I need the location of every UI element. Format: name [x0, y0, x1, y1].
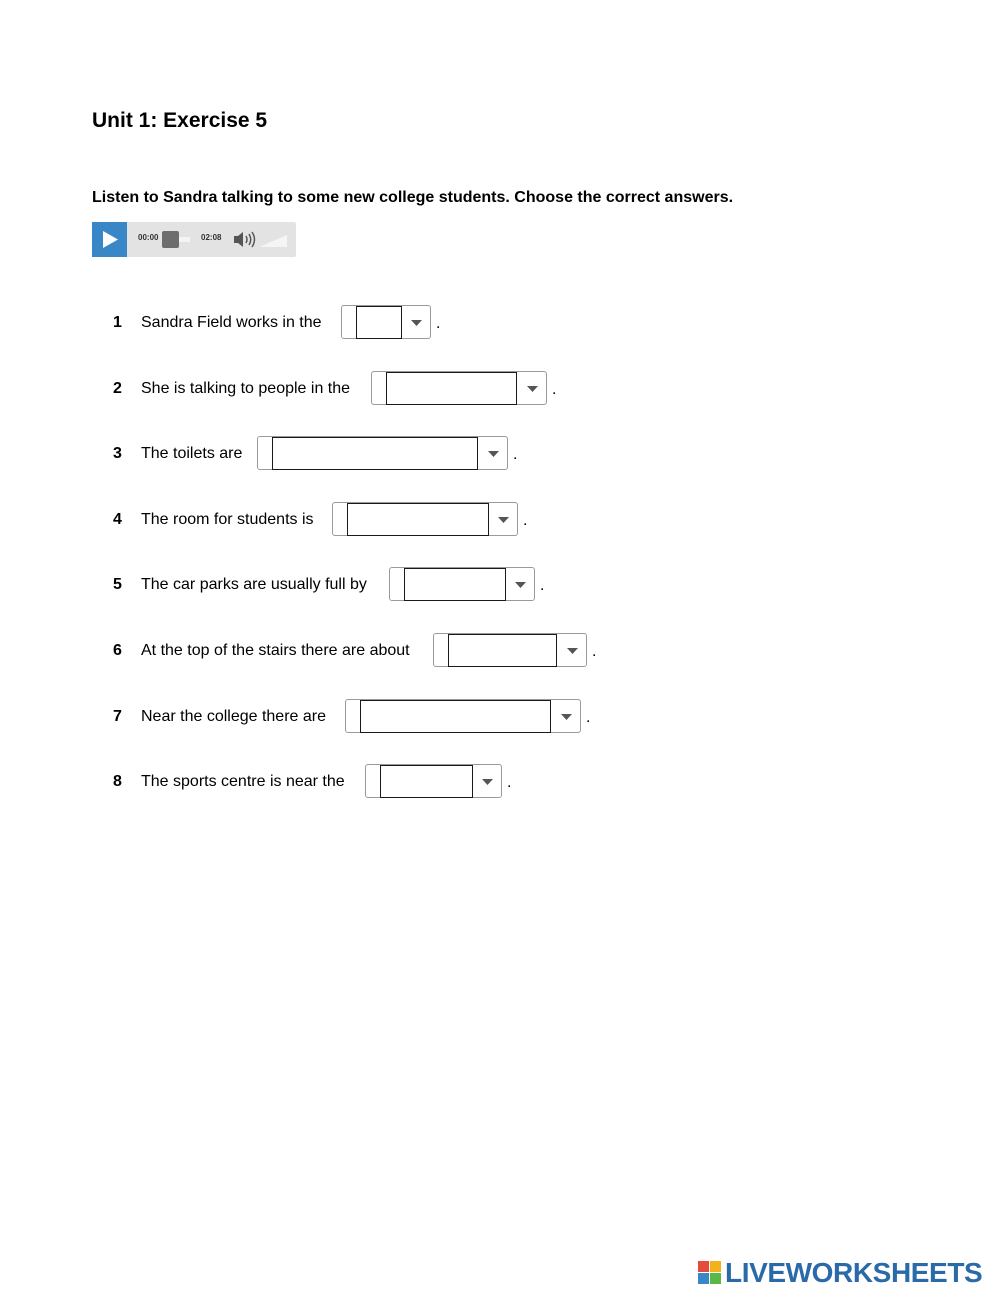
question-number: 4 [113, 511, 122, 528]
answer-select-field[interactable] [272, 437, 478, 470]
question-text: At the top of the stairs there are about [141, 642, 410, 659]
question-number: 1 [113, 314, 122, 331]
chevron-down-icon [567, 648, 578, 654]
question-text: She is talking to people in the [141, 380, 351, 397]
question-number: 5 [113, 576, 122, 593]
play-icon [102, 231, 118, 248]
dropdown-arrow[interactable] [552, 700, 580, 732]
audio-player [92, 222, 296, 257]
dropdown-arrow[interactable] [558, 634, 586, 666]
question-text: Sandra Field works in the [141, 314, 322, 331]
question-text: The room for students is [141, 511, 314, 528]
page-title: Unit 1: Exercise 5 [92, 109, 268, 132]
instruction-text: Listen to Sandra talking to some new college students. Choose the correct answers. [92, 189, 734, 206]
play-button[interactable] [92, 222, 127, 257]
dropdown-arrow[interactable] [473, 765, 501, 797]
answer-dropdown[interactable] [341, 305, 431, 339]
sentence-period: . [507, 774, 512, 791]
chevron-down-icon [488, 451, 499, 457]
question-number: 7 [113, 708, 122, 725]
question-number: 2 [113, 380, 122, 397]
dropdown-arrow[interactable] [479, 437, 507, 469]
sentence-period: . [513, 446, 518, 463]
dropdown-arrow[interactable] [518, 372, 546, 404]
answer-select-field[interactable] [360, 700, 551, 733]
answer-select-field[interactable] [347, 503, 489, 536]
answer-dropdown[interactable] [371, 371, 547, 405]
question-text: The toilets are [141, 445, 243, 462]
chevron-down-icon [411, 320, 422, 326]
chevron-down-icon [482, 779, 493, 785]
question-text: Near the college there are [141, 708, 326, 725]
answer-dropdown[interactable] [433, 633, 587, 667]
current-time: 00:00 [138, 233, 159, 242]
chevron-down-icon [515, 582, 526, 588]
question-number: 6 [113, 642, 122, 659]
answer-select-field[interactable] [448, 634, 557, 667]
sentence-period: . [540, 577, 545, 594]
chevron-down-icon [498, 517, 509, 523]
chevron-down-icon [561, 714, 572, 720]
sentence-period: . [592, 643, 597, 660]
volume-slider[interactable] [259, 232, 289, 248]
question-text: The car parks are usually full by [141, 576, 367, 593]
dropdown-arrow[interactable] [489, 503, 517, 535]
seek-thumb[interactable] [162, 231, 179, 248]
sentence-period: . [523, 512, 528, 529]
answer-dropdown[interactable] [332, 502, 518, 536]
sentence-period: . [436, 315, 441, 332]
volume-icon[interactable] [233, 231, 257, 248]
dropdown-arrow[interactable] [402, 306, 430, 338]
brand-name: LIVEWORKSHEETS [725, 1257, 983, 1288]
answer-select-field[interactable] [404, 568, 506, 601]
chevron-down-icon [527, 386, 538, 392]
answer-dropdown[interactable] [365, 764, 502, 798]
answer-select-field[interactable] [386, 372, 517, 405]
question-number: 3 [113, 445, 122, 462]
answer-dropdown[interactable] [389, 567, 535, 601]
duration-time: 02:08 [201, 233, 222, 242]
question-number: 8 [113, 773, 122, 790]
sentence-period: . [552, 381, 557, 398]
answer-select-field[interactable] [356, 306, 402, 339]
answer-dropdown[interactable] [345, 699, 581, 733]
dropdown-arrow[interactable] [506, 568, 534, 600]
answer-select-field[interactable] [380, 765, 473, 798]
question-text: The sports centre is near the [141, 773, 345, 790]
sentence-period: . [586, 709, 591, 726]
logo-grid-icon [698, 1261, 722, 1285]
answer-dropdown[interactable] [257, 436, 508, 470]
